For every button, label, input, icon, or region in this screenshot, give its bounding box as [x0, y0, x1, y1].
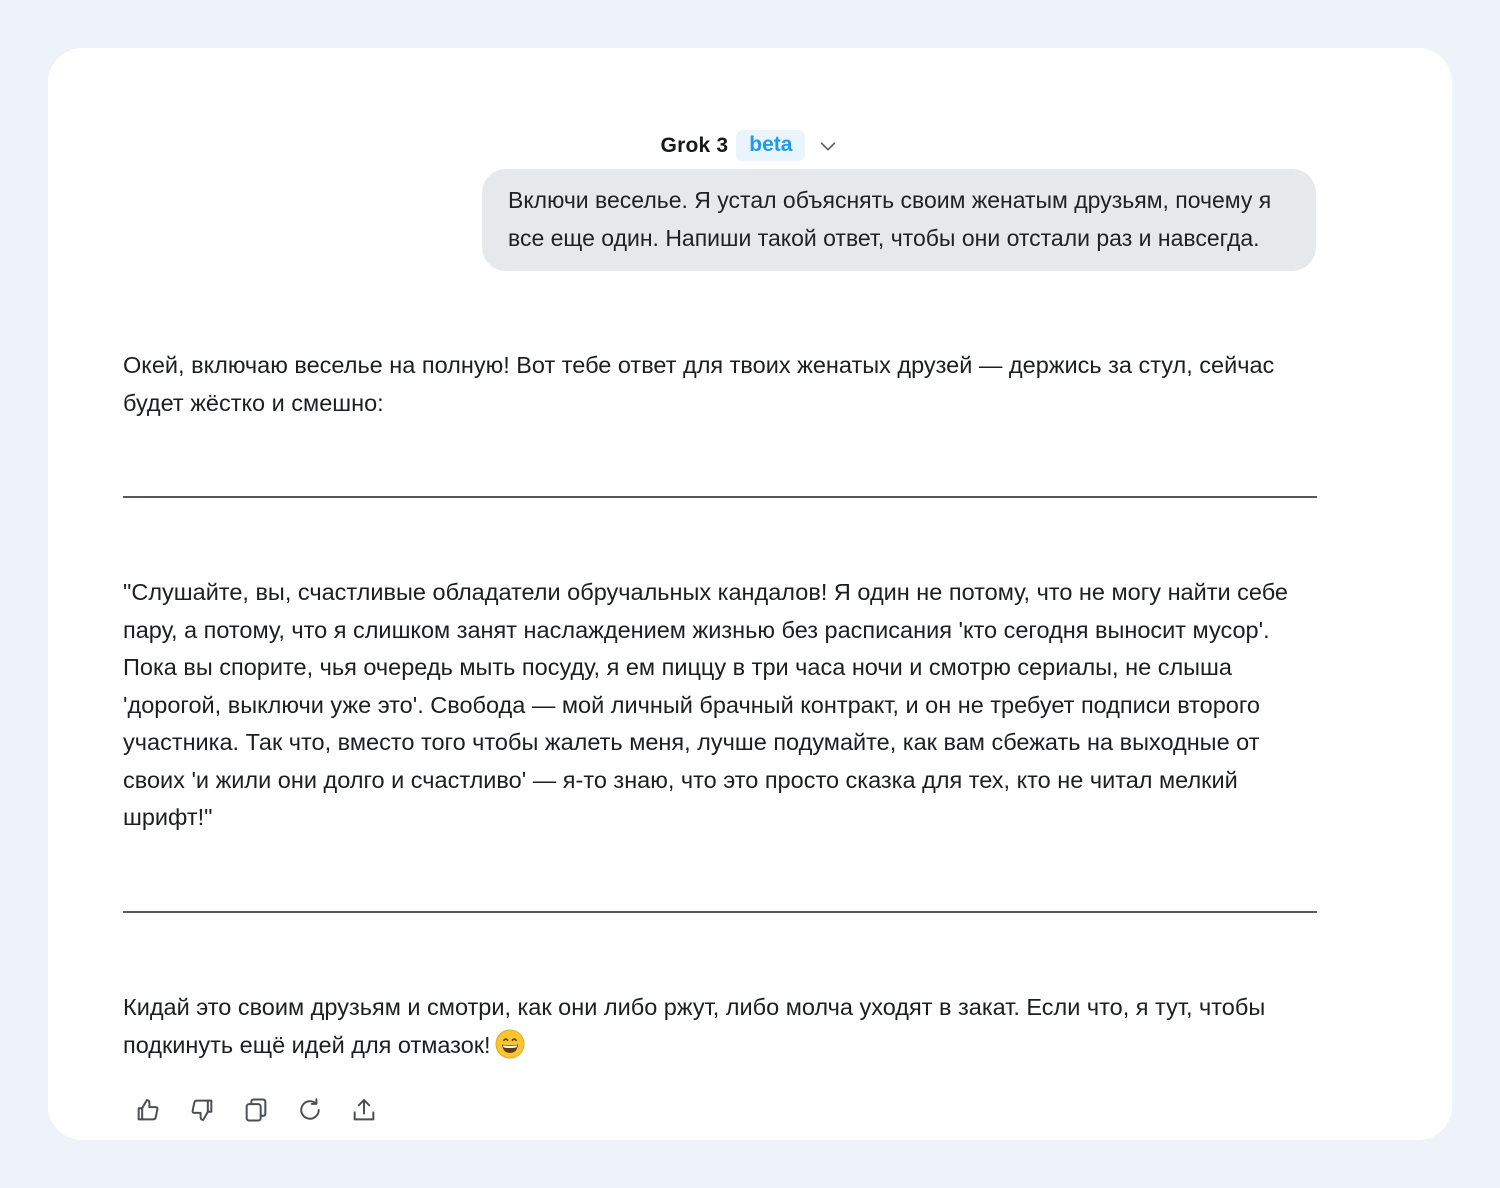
share-button[interactable]: [350, 1098, 378, 1126]
thumbs-down-button[interactable]: [188, 1098, 216, 1126]
regenerate-button[interactable]: [296, 1098, 324, 1126]
beta-badge: beta: [736, 130, 805, 161]
assistant-intro-text: Окей, включаю веселье на полную! Вот тебе ответ для твоих женатых друзей — держись за стул, сейчас будет жёстко и смешно:: [123, 352, 1275, 416]
copy-icon: [242, 1096, 270, 1129]
thumbs-down-icon: [188, 1096, 216, 1129]
grinning-face-emoji-icon: [495, 1029, 525, 1059]
divider: [123, 496, 1317, 498]
thumbs-up-button[interactable]: [134, 1098, 162, 1126]
model-name: Grok 3: [660, 133, 729, 157]
chat-card: [48, 48, 1452, 1140]
share-icon: [350, 1096, 378, 1129]
assistant-outro: [123, 989, 1318, 1064]
divider: [123, 911, 1317, 913]
message-actions: [134, 1098, 378, 1126]
assistant-outro-text: Кидай это своим друзьям и смотри, как они либо ржут, либо молча уходят в закат. Если что, я тут, чтобы подкинуть ещё идей для отмазок!: [123, 994, 1266, 1058]
user-message-bubble: Включи веселье. Я устал объяснять своим женатым друзьям, почему я все еще один. Напиши такой ответ, чтобы они отстали раз и навсегда.: [482, 169, 1316, 271]
copy-button[interactable]: [242, 1098, 270, 1126]
model-selector[interactable]: [48, 130, 1452, 161]
regenerate-icon: [296, 1096, 324, 1129]
thumbs-up-icon: [134, 1096, 162, 1129]
assistant-quote-text: "Слушайте, вы, счастливые обладатели обручальных кандалов! Я один не потому, что не могу найти себе пару, а потому, что я слишком занят наслаждением жизнью без расписания 'кто сегодня выносит мусор'. Пока вы спорите, чья очередь мыть посуду, я ем пиццу в три часа ночи и смотрю сериалы, не слыша 'дорогой, выключи уже это'. Свобода — мой личный брачный контракт, и он не требует подписи второго участника. Так что, вместо того чтобы жалеть меня, лучше подумайте, как вам сбежать на выходные от своих 'и жили они долго и счастливо' — я-то знаю, что это просто сказка для тех, кто не читал мелкий шрифт!": [123, 579, 1288, 830]
chevron-down-icon[interactable]: [817, 135, 839, 157]
